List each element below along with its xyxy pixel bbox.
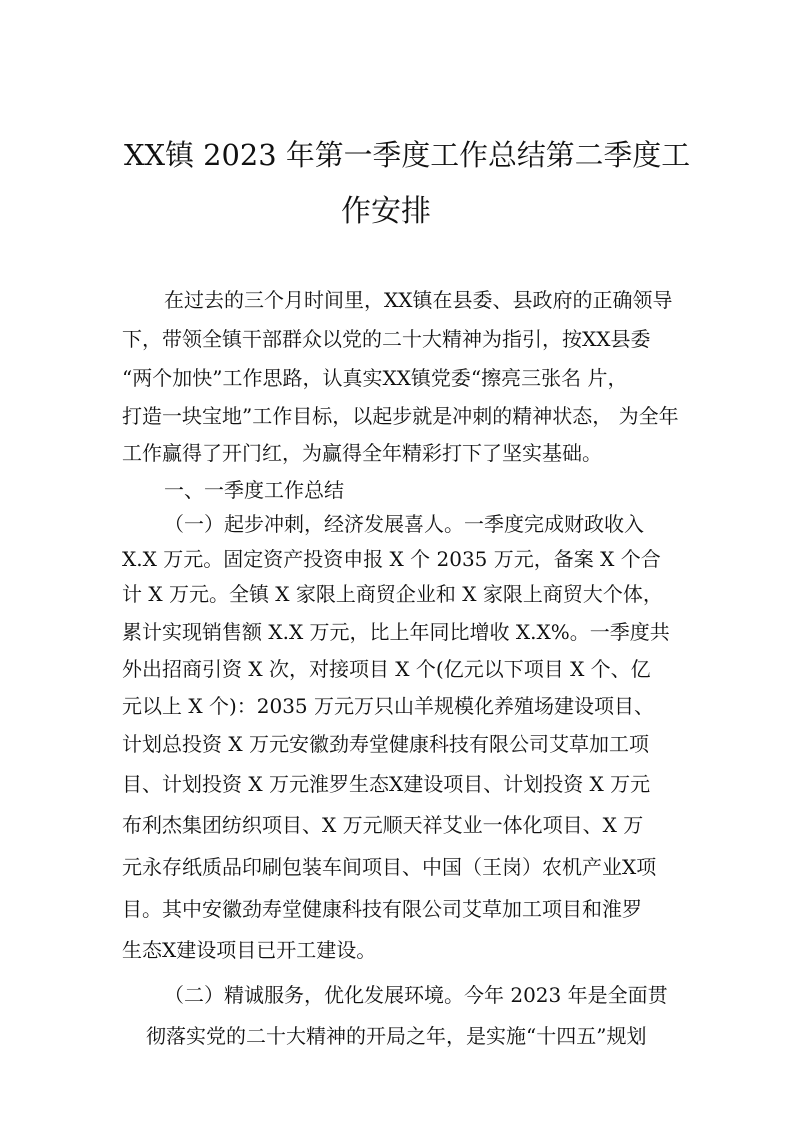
body-line-10: 累计实现销售额 X.X 万元，比上年同比增收 X.X%。一季度共 bbox=[122, 620, 670, 644]
body-line-8: X.X 万元。固定资产投资申报 X 个 2035 万元，备案 X 个合 bbox=[122, 547, 661, 571]
body-line-4: 打造一块宝地”工作目标，以起步就是冲刺的精神状态， 为全年 bbox=[122, 404, 679, 428]
body-line-2: 下，带领全镇干部群众以党的二十大精神为指引，按XX县委 bbox=[122, 327, 651, 351]
body-line-16: 元永存纸质品印刷包装车间项目、中国（王岗）农机产业X项 bbox=[122, 855, 657, 879]
section-heading: 一、一季度工作总结 bbox=[164, 478, 344, 502]
body-line-18: 生态X建设项目已开工建设。 bbox=[122, 938, 377, 962]
body-line-13: 计划总投资 X 万元安徽劲寿堂健康科技有限公司艾草加工项 bbox=[122, 732, 649, 756]
document-title-line-1: XX镇 2023 年第一季度工作总结第二季度工 bbox=[124, 138, 691, 172]
body-line-15: 布利杰集团纺织项目、X 万元顺天祥艾业一体化项目、X 万 bbox=[122, 813, 644, 837]
body-line-12: 元以上 X 个)：2035 万元万只山羊规模化养殖场建设项目、 bbox=[122, 694, 655, 718]
body-line-5: 工作赢得了开门红，为赢得全年精彩打下了坚实基础。 bbox=[122, 441, 602, 465]
body-line-3: “两个加快”工作思路，认真实XX镇党委“擦亮三张名 片， bbox=[122, 366, 628, 390]
document-title-line-2: 作安排 bbox=[341, 194, 431, 229]
body-line-7: （一）起步冲刺，经济发展喜人。一季度完成财政收入 bbox=[164, 512, 644, 536]
body-line-20: 彻落实党的二十大精神的开局之年，是实施“十四五”规划 bbox=[146, 1024, 647, 1048]
body-line-19: （二）精诚服务，优化发展环境。今年 2023 年是全面贯 bbox=[164, 983, 668, 1007]
body-line-14: 目、计划投资 X 万元淮罗生态X建设项目、计划投资 X 万元 bbox=[122, 772, 651, 796]
body-line-11: 外出招商引资 X 次，对接项目 X 个(亿元以下项目 X 个、亿 bbox=[122, 657, 651, 681]
body-line-9: 计 X 万元。全镇 X 家限上商贸企业和 X 家限上商贸大个体， bbox=[122, 582, 663, 606]
body-line-1: 在过去的三个月时间里，XX镇在县委、县政府的正确领导 bbox=[164, 288, 673, 312]
body-line-17: 目。其中安徽劲寿堂健康科技有限公司艾草加工项目和淮罗 bbox=[122, 897, 642, 921]
